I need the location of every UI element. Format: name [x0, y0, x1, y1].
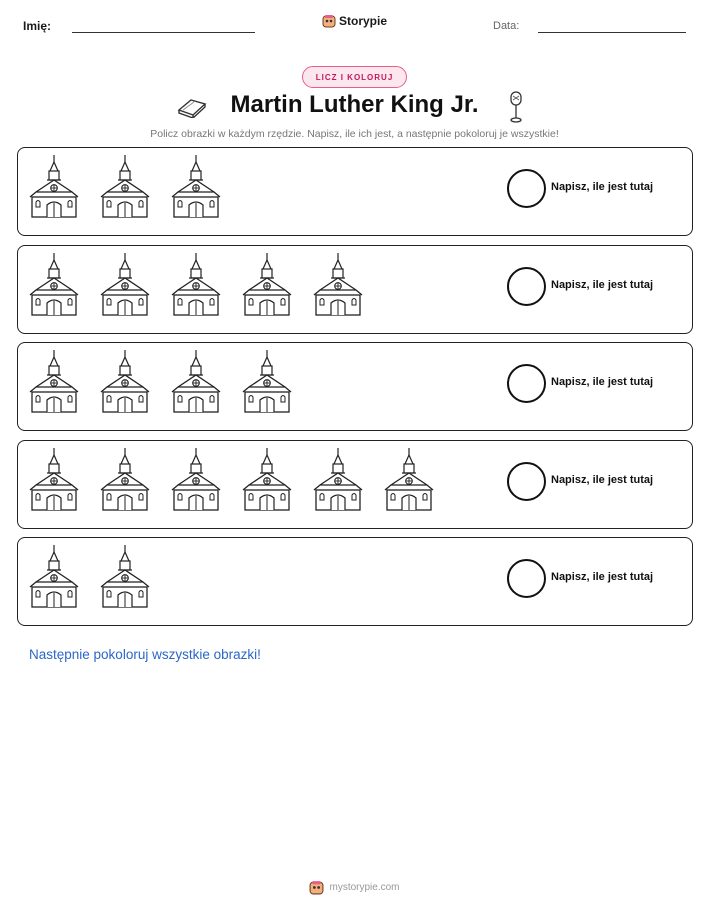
date-label: Data: — [493, 20, 520, 32]
counting-row — [17, 245, 693, 334]
answer-circle[interactable] — [507, 267, 546, 306]
answer-label: Napisz, ile jest tutaj — [551, 571, 654, 583]
church-icon — [28, 448, 80, 512]
site-url: mystorypie.com — [329, 882, 400, 893]
footer-note: Następnie pokoloruj wszystkie obrazki! — [29, 647, 261, 662]
microphone-icon — [505, 90, 527, 124]
answer-circle[interactable] — [507, 462, 546, 501]
storypie-logo-icon — [309, 880, 324, 895]
church-icon — [312, 253, 364, 317]
church-icon — [170, 350, 222, 414]
church-icon — [99, 253, 151, 317]
church-icon — [312, 448, 364, 512]
answer-label: Napisz, ile jest tutaj — [551, 181, 654, 193]
church-icon — [28, 253, 80, 317]
church-icon — [170, 253, 222, 317]
counting-row — [17, 342, 693, 431]
answer-label: Napisz, ile jest tutaj — [551, 376, 654, 388]
name-label: Imię: — [23, 19, 52, 33]
name-field-line[interactable] — [72, 32, 255, 33]
church-icon — [241, 350, 293, 414]
church-icon — [383, 448, 435, 512]
instructions: Policz obrazki w każdym rzędzie. Napisz, ile ich jest, a następnie pokoloruj je wszystkie! — [150, 128, 559, 140]
church-icon — [99, 448, 151, 512]
site-footer — [0, 880, 709, 895]
page-title: Martin Luther King Jr. — [230, 91, 479, 118]
brand-name: Storypie — [339, 14, 388, 28]
church-icon — [241, 448, 293, 512]
storypie-logo-icon — [322, 14, 336, 28]
church-icon — [241, 253, 293, 317]
church-icon — [170, 448, 222, 512]
church-icon — [99, 155, 151, 219]
activity-badge: LICZ I KOLORUJ — [302, 66, 407, 88]
church-icon — [99, 545, 151, 609]
answer-circle[interactable] — [507, 559, 546, 598]
church-icon — [28, 350, 80, 414]
answer-circle[interactable] — [507, 364, 546, 403]
answer-circle[interactable] — [507, 169, 546, 208]
church-icon — [99, 350, 151, 414]
date-field-line[interactable] — [538, 32, 686, 33]
answer-label: Napisz, ile jest tutaj — [551, 474, 654, 486]
church-icon — [28, 545, 80, 609]
answer-label: Napisz, ile jest tutaj — [551, 279, 654, 291]
counting-row — [17, 147, 693, 236]
counting-row — [17, 537, 693, 626]
brand — [322, 14, 387, 28]
counting-row — [17, 440, 693, 529]
title-row — [0, 90, 709, 124]
church-icon — [170, 155, 222, 219]
church-icon — [28, 155, 80, 219]
